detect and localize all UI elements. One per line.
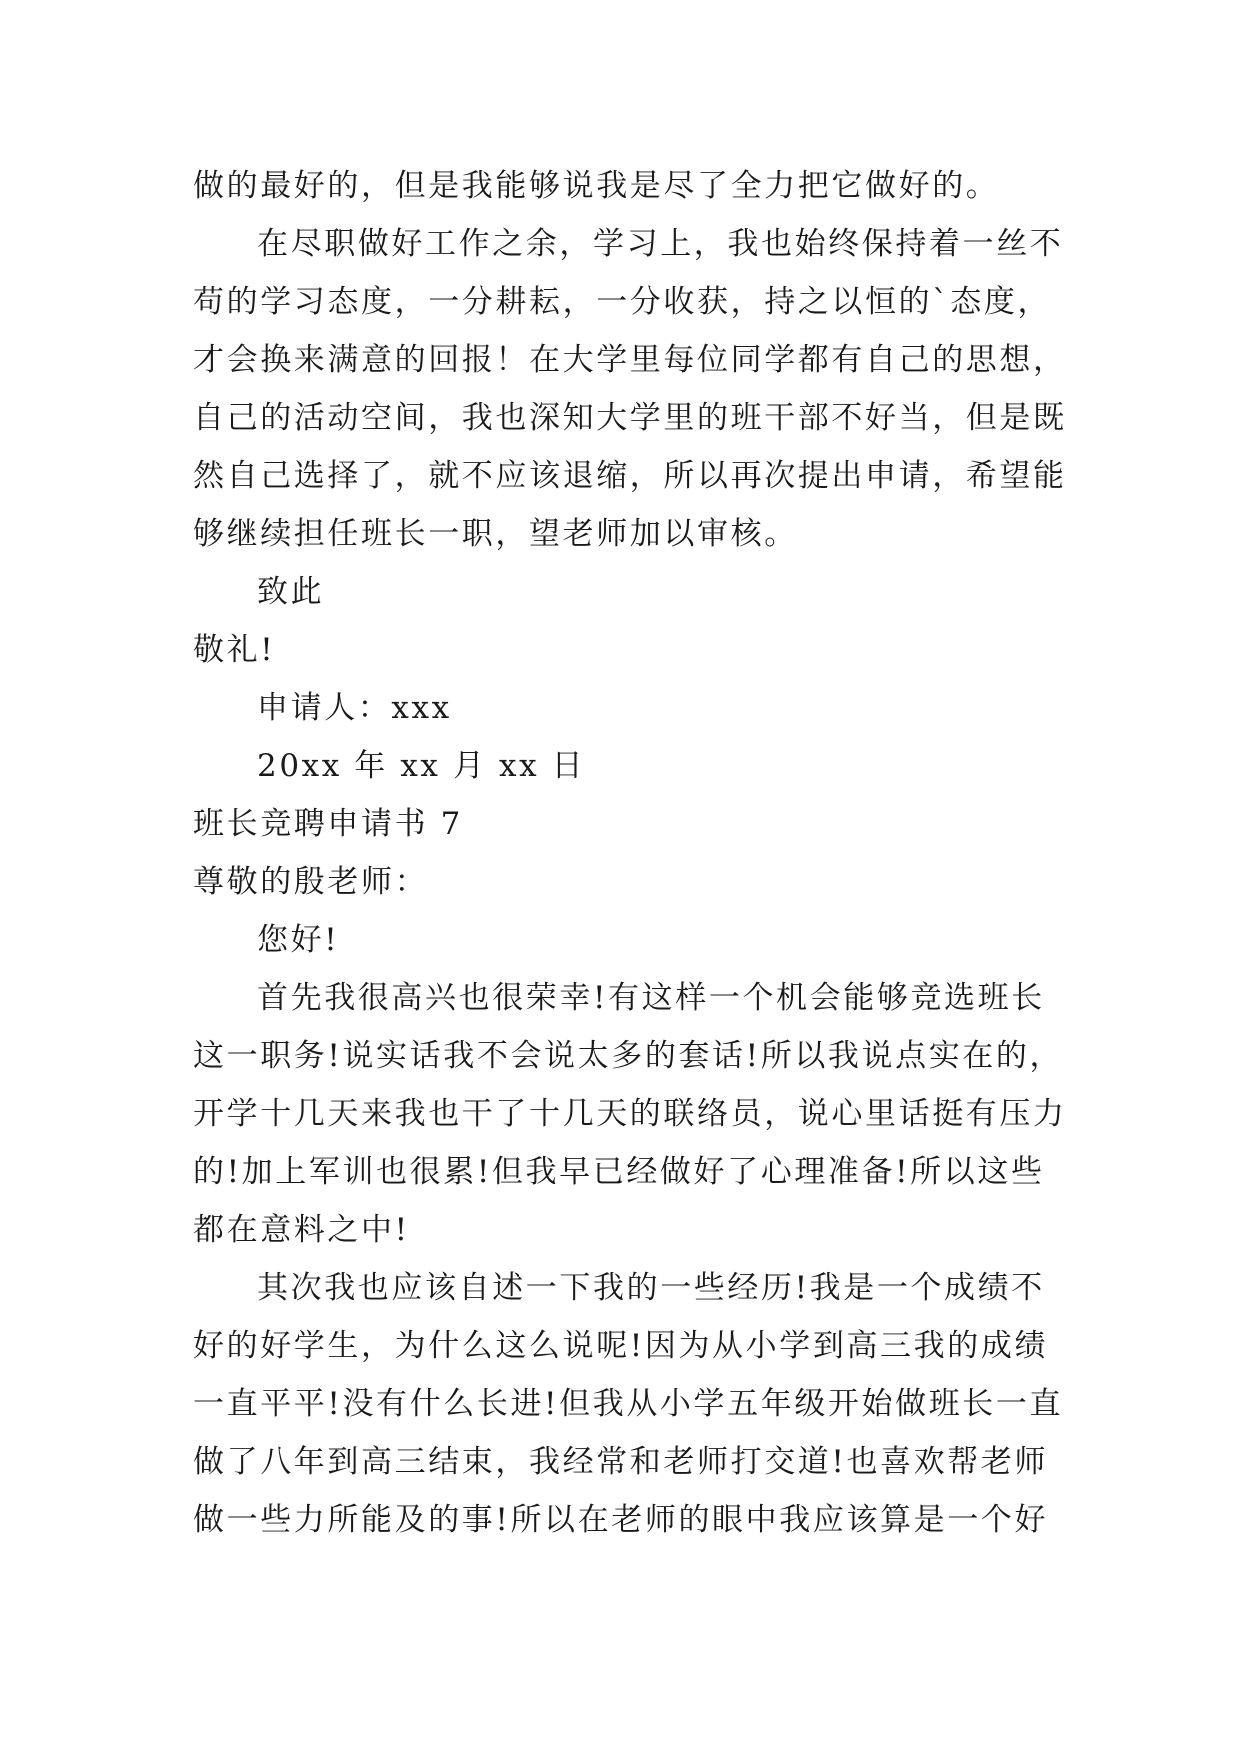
paragraph-line: 苟的学习态度，一分耕耘，一分收获，持之以恒的`态度，	[193, 284, 1052, 320]
section-title: 班长竞聘申请书 7	[193, 806, 463, 842]
paragraph-line: 自己的活动空间，我也深知大学里的班干部不好当，但是既	[193, 400, 1067, 436]
paragraph-line: 好的好学生，为什么这么说呢!因为从小学到高三我的成绩	[193, 1328, 1049, 1364]
paragraph-line: 做了八年到高三结束，我经常和老师打交道!也喜欢帮老师	[193, 1444, 1049, 1480]
applicant-name: 申请人：xxx	[257, 690, 452, 726]
paragraph-line: 这一职务!说实话我不会说太多的套话!所以我说点实在的，	[193, 1038, 1064, 1074]
paragraph-line: 做的最好的，但是我能够说我是尽了全力把它做好的。	[193, 168, 1000, 204]
paragraph-line: 一直平平!没有什么长进!但我从小学五年级开始做班长一直	[193, 1386, 1064, 1422]
greeting: 您好!	[257, 922, 340, 958]
greeting-addressee: 尊敬的殷老师：	[193, 864, 429, 900]
paragraph-line: 开学十几天来我也干了十几天的联络员，说心里话挺有压力	[193, 1096, 1067, 1132]
paragraph-line: 其次我也应该自述一下我的一些经历!我是一个成绩不	[257, 1270, 1045, 1306]
paragraph-line: 做一些力所能及的事!所以在老师的眼中我应该算是一个好	[193, 1502, 1049, 1538]
paragraph-line: 才会换来满意的回报！在大学里每位同学都有自己的思想，	[193, 342, 1067, 378]
paragraph-line: 都在意料之中!	[193, 1212, 410, 1248]
closing-salutation: 致此	[257, 574, 325, 610]
paragraph-line: 够继续担任班长一职，望老师加以审核。	[193, 516, 798, 552]
date-line: 20xx 年 xx 月 xx 日	[257, 748, 586, 784]
paragraph-line: 然自己选择了，就不应该退缩，所以再次提出申请，希望能	[193, 458, 1067, 494]
paragraph-line: 的!加上军训也很累!但我早已经做好了心理准备!所以这些	[193, 1154, 1045, 1190]
closing-regards: 敬礼!	[193, 632, 276, 668]
paragraph-line: 在尽职做好工作之余，学习上，我也始终保持着一丝不	[257, 226, 1064, 262]
paragraph-line: 首先我很高兴也很荣幸!有这样一个机会能够竞选班长	[257, 980, 1045, 1016]
